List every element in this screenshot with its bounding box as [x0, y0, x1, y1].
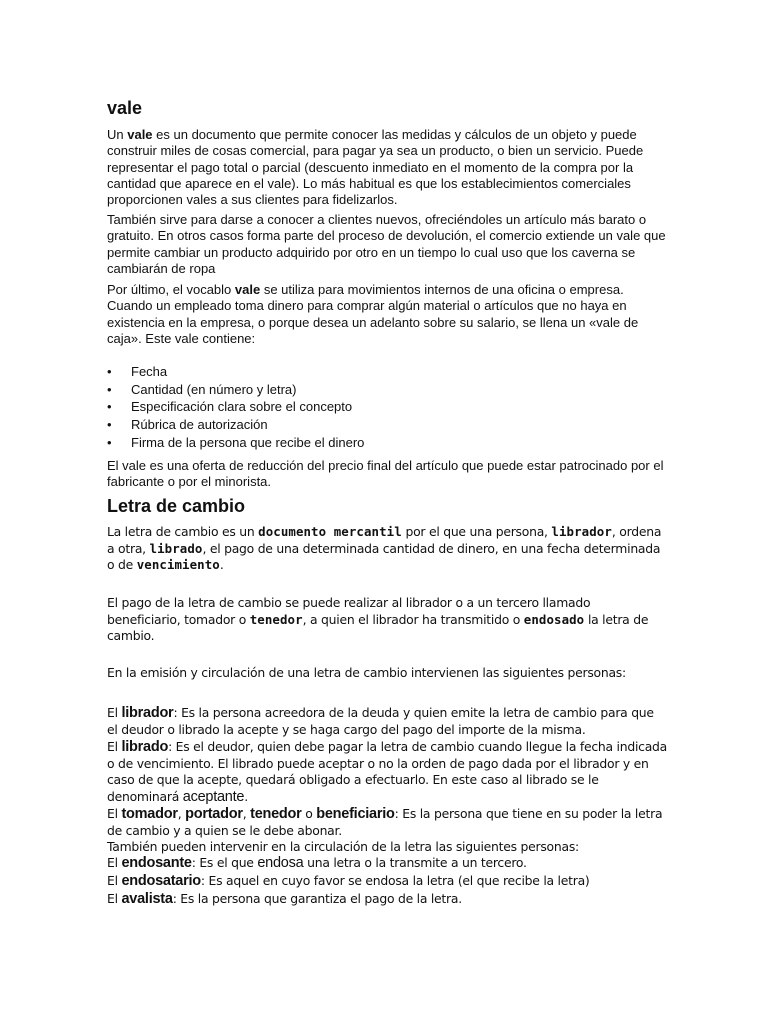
vale-paragraph-1: Un vale es un documento que permite conocer las medidas y cálculos de un objeto y puede construir miles de cosas comercial, para pagar ya sea un producto, o bien un servicio. Puede representar el pago total o parcial (descuento inmediato en el momento de la compra por la cantidad que aparece en el vale). Lo más habitual es que los establecimientos comerciales proporcionen vales a sus clientes para fidelizarlos.	[107, 127, 644, 208]
definition-librado: El librado: Es el deudor, quien debe pagar la letra de cambio cuando llegue la fecha indicada o de vencimiento. El librado puede aceptar o no la orden de pago dada por el librador y en caso de que la acepte, quedará obligado a efectuarlo. En este caso al librado se le denominará aceptante.	[107, 739, 668, 805]
letra-paragraph-2: El pago de la letra de cambio se puede realizar al librador o a un tercero llamado beneficiario, tomador o tenedor, a quien el librador ha transmitido o endosado la letra de cambio.	[107, 595, 649, 644]
list-item: • Rúbrica de autorización	[107, 417, 268, 433]
vale-paragraph-2: También sirve para darse a conocer a clientes nuevos, ofreciéndoles un artículo más barato o gratuito. En otros casos forma parte del proceso de devolución, el comercio extiende un vale que permite cambiar un producto adquirido por otro en un tiempo lo cual uso que los caverna se cambiarán de ropa	[107, 212, 666, 276]
definition-librador: El librador: Es la persona acreedora de la deuda y quien emite la letra de cambio para que el deudor o librado la acepte y se haga cargo del pago del importe de la misma.	[107, 705, 654, 737]
list-item: • Cantidad (en número y letra)	[107, 381, 297, 397]
heading-vale: vale	[107, 98, 143, 118]
definition-avalista: El avalista: Es la persona que garantiza el pago de la letra.	[107, 891, 462, 907]
vale-paragraph-4: El vale es una oferta de reducción del precio final del artículo que puede estar patrocinado por el fabricante o por el minorista.	[107, 458, 664, 490]
bullet-icon: •	[107, 399, 112, 415]
list-item: • Firma de la persona que recibe el dinero	[107, 434, 365, 450]
list-item: • Especificación clara sobre el concepto	[107, 399, 353, 415]
definition-tomador: El tomador, portador, tenedor o beneficiario: Es la persona que tiene en su poder la letra de cambio y a quien se le debe abonar.	[107, 806, 663, 838]
vale-paragraph-3: Por último, el vocablo vale se utiliza para movimientos internos de una oficina o empresa. Cuando un empleado toma dinero para comprar algún material o artículos que no haya en existencia en la empresa, o porque desea un adelanto sobre su salario, se llena un «vale de caja». Este vale contiene:	[107, 282, 639, 346]
bullet-icon: •	[107, 434, 112, 450]
bullet-icon: •	[107, 417, 112, 433]
letra-paragraph-3: En la emisión y circulación de una letra de cambio intervienen las siguientes personas:	[107, 665, 626, 680]
letra-paragraph-1: La letra de cambio es un documento mercantil por el que una persona, librador, ordena a otra, librado, el pago de una determinada cantidad de dinero, en una fecha determinada o de vencimiento.	[107, 524, 662, 573]
definition-endosatario: El endosatario: Es aquel en cuyo favor se endosa la letra (el que recibe la letra)	[107, 873, 590, 889]
list-item: • Fecha	[107, 364, 168, 379]
heading-letra-de-cambio: Letra de cambio	[107, 496, 246, 516]
definition-endosante: El endosante: Es el que endosa una letra o la transmite a un tercero.	[107, 855, 527, 871]
vale-contents-list	[107, 364, 667, 452]
bullet-icon: •	[107, 381, 112, 397]
bullet-icon: •	[107, 364, 112, 379]
letra-intervinientes-note: También pueden intervenir en la circulación de la letra las siguientes personas:	[107, 839, 579, 854]
